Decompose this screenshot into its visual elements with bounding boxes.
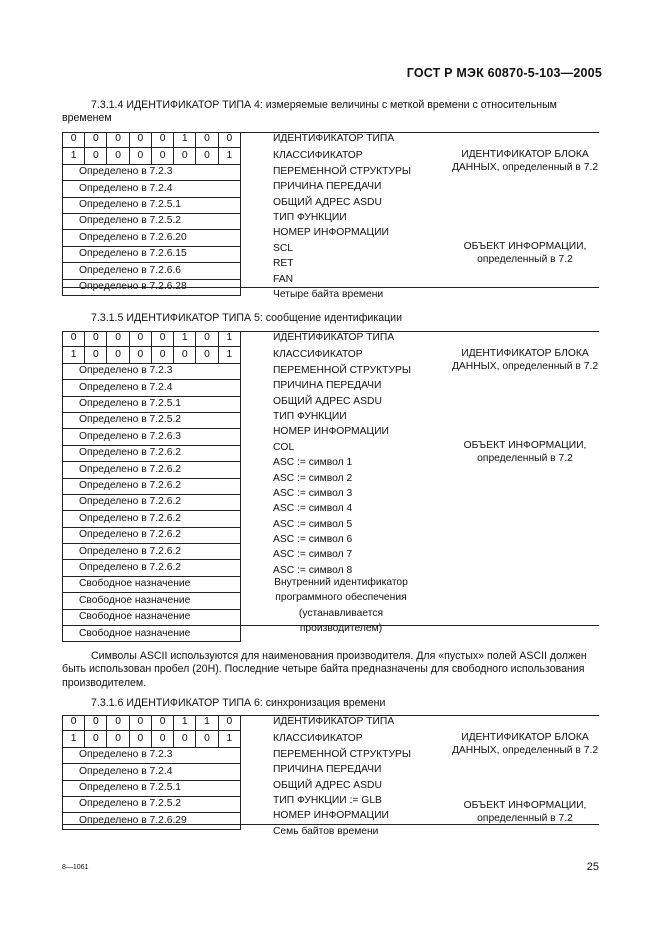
bit-cell: 0 bbox=[218, 715, 240, 731]
vendor-line: программного обеспечения bbox=[275, 592, 407, 604]
field-row bbox=[63, 230, 241, 246]
field-row bbox=[63, 527, 241, 543]
vendor-line: производителем) bbox=[299, 623, 383, 635]
field-row bbox=[63, 462, 241, 478]
field-name: ИДЕНТИФИКАТОР ТИПА bbox=[273, 716, 395, 727]
bit-cell: 1 bbox=[196, 715, 218, 731]
field-name: ASC := символ 6 bbox=[273, 534, 353, 546]
field-definition: Свободное назначение bbox=[63, 593, 241, 609]
bit-cell: 0 bbox=[107, 715, 129, 731]
bit-cell: 1 bbox=[174, 331, 196, 347]
field-name: НОМЕР ИНФОРМАЦИИ bbox=[273, 810, 389, 822]
ascii-note: Символы ASCII используются для наименования производителя. Для «пустых» полей ASCII должен быть использован пробел (20H). Последние четыре байта предназначены для свободного использования производителем. bbox=[62, 650, 587, 689]
data-unit-identifier-label: ИДЕНТИФИКАТОР БЛОКА ДАННЫХ, определенный в 7.2 bbox=[451, 732, 599, 757]
bit-cell: 1 bbox=[218, 731, 240, 747]
field-name: ТИП ФУНКЦИИ bbox=[273, 211, 347, 223]
field-definition: Определено в 7.2.6.20 bbox=[63, 230, 241, 246]
field-name: КЛАССИФИКАТОР bbox=[273, 733, 363, 745]
field-name: ASC := символ 7 bbox=[273, 549, 353, 561]
bit-cell: 0 bbox=[129, 731, 151, 747]
field-name: SCL bbox=[273, 242, 294, 254]
bit-cell: 0 bbox=[129, 148, 151, 164]
document-header: ГОСТ Р МЭК 60870-5-103—2005 bbox=[406, 66, 602, 80]
bit-cell: 1 bbox=[174, 132, 196, 148]
field-definition: Определено в 7.2.5.2 bbox=[63, 213, 241, 229]
field-row bbox=[63, 764, 241, 780]
field-row bbox=[63, 197, 241, 213]
field-definition: Определено в 7.2.6.2 bbox=[63, 478, 241, 494]
field-name: ОБЩИЙ АДРЕС ASDU bbox=[273, 395, 382, 407]
field-row bbox=[63, 511, 241, 527]
bit-cell: 0 bbox=[196, 731, 218, 747]
table-bottom-rule bbox=[62, 287, 599, 288]
field-definition: Определено в 7.2.4 bbox=[63, 380, 241, 396]
bit-cell: 1 bbox=[63, 148, 85, 164]
field-row bbox=[63, 164, 241, 180]
field-name: ОБЩИЙ АДРЕС ASDU bbox=[273, 196, 382, 208]
bit-cell: 0 bbox=[151, 715, 173, 731]
bit-cell: 0 bbox=[85, 331, 107, 347]
vendor-line: (устанавливается bbox=[298, 607, 384, 619]
field-table bbox=[62, 132, 241, 296]
field-row bbox=[63, 412, 241, 428]
field-definition: Определено в 7.2.5.1 bbox=[63, 396, 241, 412]
field-row bbox=[63, 560, 241, 576]
field-definition: Определено в 7.2.5.2 bbox=[63, 796, 241, 812]
information-object-label: ОБЪЕКТ ИНФОРМАЦИИ, определенный в 7.2 bbox=[463, 241, 587, 266]
field-row bbox=[63, 363, 241, 379]
field-definition: Определено в 7.2.6.2 bbox=[63, 544, 241, 560]
field-row bbox=[63, 246, 241, 262]
bit-cell: 0 bbox=[107, 731, 129, 747]
bit-cell: 0 bbox=[85, 715, 107, 731]
bit-cell: 0 bbox=[174, 148, 196, 164]
bit-cell: 0 bbox=[107, 132, 129, 148]
bit-cell: 0 bbox=[151, 731, 173, 747]
field-definition: Определено в 7.2.6.2 bbox=[63, 494, 241, 510]
field-name: ПРИЧИНА ПЕРЕДАЧИ bbox=[273, 764, 382, 776]
information-object-label: ОБЪЕКТ ИНФОРМАЦИИ, определенный в 7.2 bbox=[463, 800, 587, 825]
bit-cell: 0 bbox=[85, 731, 107, 747]
bit-row bbox=[63, 715, 241, 731]
bit-cell: 0 bbox=[107, 148, 129, 164]
field-name: Семь байтов времени bbox=[273, 825, 379, 837]
field-name: ASC := символ 5 bbox=[273, 518, 353, 530]
field-name: НОМЕР ИНФОРМАЦИИ bbox=[273, 227, 389, 239]
field-definition: Определено в 7.2.6.2 bbox=[63, 511, 241, 527]
bit-cell: 0 bbox=[151, 132, 173, 148]
field-definition: Определено в 7.2.6.15 bbox=[63, 246, 241, 262]
bit-row bbox=[63, 347, 241, 363]
bit-cell: 0 bbox=[151, 347, 173, 363]
field-name: КЛАССИФИКАТОР bbox=[273, 349, 363, 361]
field-row bbox=[63, 263, 241, 279]
field-definition: Определено в 7.2.4 bbox=[63, 764, 241, 780]
bit-row bbox=[63, 731, 241, 747]
field-row bbox=[63, 380, 241, 396]
field-name: КЛАССИФИКАТОР bbox=[273, 150, 363, 162]
bit-cell: 0 bbox=[218, 132, 240, 148]
bit-row bbox=[63, 148, 241, 164]
field-name: ASC := символ 2 bbox=[273, 472, 353, 484]
bit-cell: 0 bbox=[129, 347, 151, 363]
bit-cell: 0 bbox=[174, 731, 196, 747]
bit-cell: 1 bbox=[63, 347, 85, 363]
field-row bbox=[63, 396, 241, 412]
bit-cell: 1 bbox=[174, 715, 196, 731]
field-definition: Определено в 7.2.6.2 bbox=[63, 445, 241, 461]
field-name: ИДЕНТИФИКАТОР ТИПА bbox=[273, 332, 395, 343]
field-name: ПЕРЕМЕННОЙ СТРУКТУРЫ bbox=[273, 364, 411, 376]
field-row bbox=[63, 445, 241, 461]
field-name: ПЕРЕМЕННОЙ СТРУКТУРЫ bbox=[273, 748, 411, 760]
field-table bbox=[62, 331, 241, 642]
field-row bbox=[63, 181, 241, 197]
field-name: НОМЕР ИНФОРМАЦИИ bbox=[273, 426, 389, 438]
field-definition: Определено в 7.2.5.2 bbox=[63, 412, 241, 428]
field-definition: Определено в 7.2.5.1 bbox=[63, 197, 241, 213]
field-name: ПРИЧИНА ПЕРЕДАЧИ bbox=[273, 181, 382, 193]
field-row bbox=[63, 478, 241, 494]
field-name: ИДЕНТИФИКАТОР ТИПА bbox=[273, 133, 395, 144]
bit-cell: 0 bbox=[196, 331, 218, 347]
bit-cell: 0 bbox=[63, 331, 85, 347]
field-name: ПРИЧИНА ПЕРЕДАЧИ bbox=[273, 380, 382, 392]
field-definition: Определено в 7.2.6.6 bbox=[63, 263, 241, 279]
field-definition: Определено в 7.2.5.1 bbox=[63, 780, 241, 796]
bit-cell: 1 bbox=[218, 148, 240, 164]
field-name: ТИП ФУНКЦИИ bbox=[273, 410, 347, 422]
field-definition: Определено в 7.2.6.2 bbox=[63, 527, 241, 543]
field-names bbox=[273, 331, 418, 577]
field-name: ASC := символ 4 bbox=[273, 503, 353, 515]
field-definition: Определено в 7.2.3 bbox=[63, 747, 241, 763]
field-definition: Свободное назначение bbox=[63, 609, 241, 625]
footer-code: 8—1061 bbox=[62, 864, 89, 871]
field-row bbox=[63, 609, 241, 625]
section-6-heading: 7.3.1.6 ИДЕНТИФИКАТОР ТИПА 6: синхронизация времени bbox=[91, 697, 386, 709]
field-row bbox=[63, 429, 241, 445]
field-name: ОБЩИЙ АДРЕС ASDU bbox=[273, 779, 382, 791]
field-definition: Определено в 7.2.3 bbox=[63, 363, 241, 379]
field-row bbox=[63, 813, 241, 829]
field-name: ТИП ФУНКЦИИ := GLB bbox=[273, 794, 382, 806]
data-unit-identifier-label: ИДЕНТИФИКАТОР БЛОКА ДАННЫХ, определенный в 7.2 bbox=[451, 348, 599, 373]
bit-cell: 0 bbox=[63, 132, 85, 148]
field-row bbox=[63, 576, 241, 592]
bit-cell: 0 bbox=[129, 132, 151, 148]
field-definition: Определено в 7.2.4 bbox=[63, 181, 241, 197]
bit-cell: 1 bbox=[218, 347, 240, 363]
field-row bbox=[63, 747, 241, 763]
field-definition: Определено в 7.2.6.29 bbox=[63, 813, 241, 829]
vendor-line: Внутренний идентификатор bbox=[274, 577, 408, 588]
information-object-label: ОБЪЕКТ ИНФОРМАЦИИ, определенный в 7.2 bbox=[463, 440, 587, 465]
bit-cell: 0 bbox=[107, 347, 129, 363]
section-4-heading: 7.3.1.4 ИДЕНТИФИКАТОР ТИПА 4: измеряемые величины с меткой времени с относительным временем bbox=[62, 99, 557, 125]
field-definition: Свободное назначение bbox=[63, 626, 241, 642]
bit-cell: 0 bbox=[174, 347, 196, 363]
field-name: ASC := символ 1 bbox=[273, 457, 353, 469]
field-name: FAN bbox=[273, 273, 294, 285]
field-row bbox=[63, 626, 241, 642]
field-definition: Определено в 7.2.6.2 bbox=[63, 560, 241, 576]
page-number: 25 bbox=[586, 861, 599, 873]
field-name: ASC := символ 3 bbox=[273, 487, 353, 499]
bit-cell: 0 bbox=[85, 148, 107, 164]
field-definition: Свободное назначение bbox=[63, 576, 241, 592]
section-5-heading: 7.3.1.5 ИДЕНТИФИКАТОР ТИПА 5: сообщение идентификации bbox=[91, 312, 403, 324]
bit-cell: 0 bbox=[151, 331, 173, 347]
bit-cell: 0 bbox=[129, 331, 151, 347]
vendor-identifier bbox=[261, 575, 421, 637]
field-row bbox=[63, 544, 241, 560]
table-bottom-rule bbox=[62, 625, 599, 626]
bit-cell: 1 bbox=[218, 331, 240, 347]
field-name: ПЕРЕМЕННОЙ СТРУКТУРЫ bbox=[273, 165, 411, 177]
data-unit-identifier-label: ИДЕНТИФИКАТОР БЛОКА ДАННЫХ, определенный в 7.2 bbox=[451, 149, 599, 174]
field-name: ASC := символ 8 bbox=[273, 564, 353, 576]
bit-cell: 0 bbox=[196, 132, 218, 148]
field-row bbox=[63, 796, 241, 812]
field-name: COL bbox=[273, 441, 295, 453]
bit-cell: 0 bbox=[129, 715, 151, 731]
bit-cell: 0 bbox=[85, 132, 107, 148]
bit-cell: 0 bbox=[151, 148, 173, 164]
field-row bbox=[63, 494, 241, 510]
field-definition: Определено в 7.2.3 bbox=[63, 164, 241, 180]
field-table bbox=[62, 715, 241, 830]
field-row bbox=[63, 213, 241, 229]
field-name: RET bbox=[273, 258, 294, 270]
bit-cell: 0 bbox=[196, 347, 218, 363]
bit-cell: 0 bbox=[63, 715, 85, 731]
field-definition: Определено в 7.2.6.28 bbox=[63, 279, 241, 295]
field-names bbox=[273, 715, 418, 838]
field-row bbox=[63, 593, 241, 609]
bit-row bbox=[63, 331, 241, 347]
field-definition: Определено в 7.2.6.3 bbox=[63, 429, 241, 445]
field-definition: Определено в 7.2.6.2 bbox=[63, 462, 241, 478]
bit-cell: 0 bbox=[85, 347, 107, 363]
bit-row bbox=[63, 132, 241, 148]
bit-cell: 1 bbox=[63, 731, 85, 747]
field-row bbox=[63, 780, 241, 796]
table-bottom-rule bbox=[62, 824, 599, 825]
bit-cell: 0 bbox=[196, 148, 218, 164]
field-names bbox=[273, 132, 418, 301]
field-name: Четыре байта времени bbox=[273, 288, 384, 300]
bit-cell: 0 bbox=[107, 331, 129, 347]
